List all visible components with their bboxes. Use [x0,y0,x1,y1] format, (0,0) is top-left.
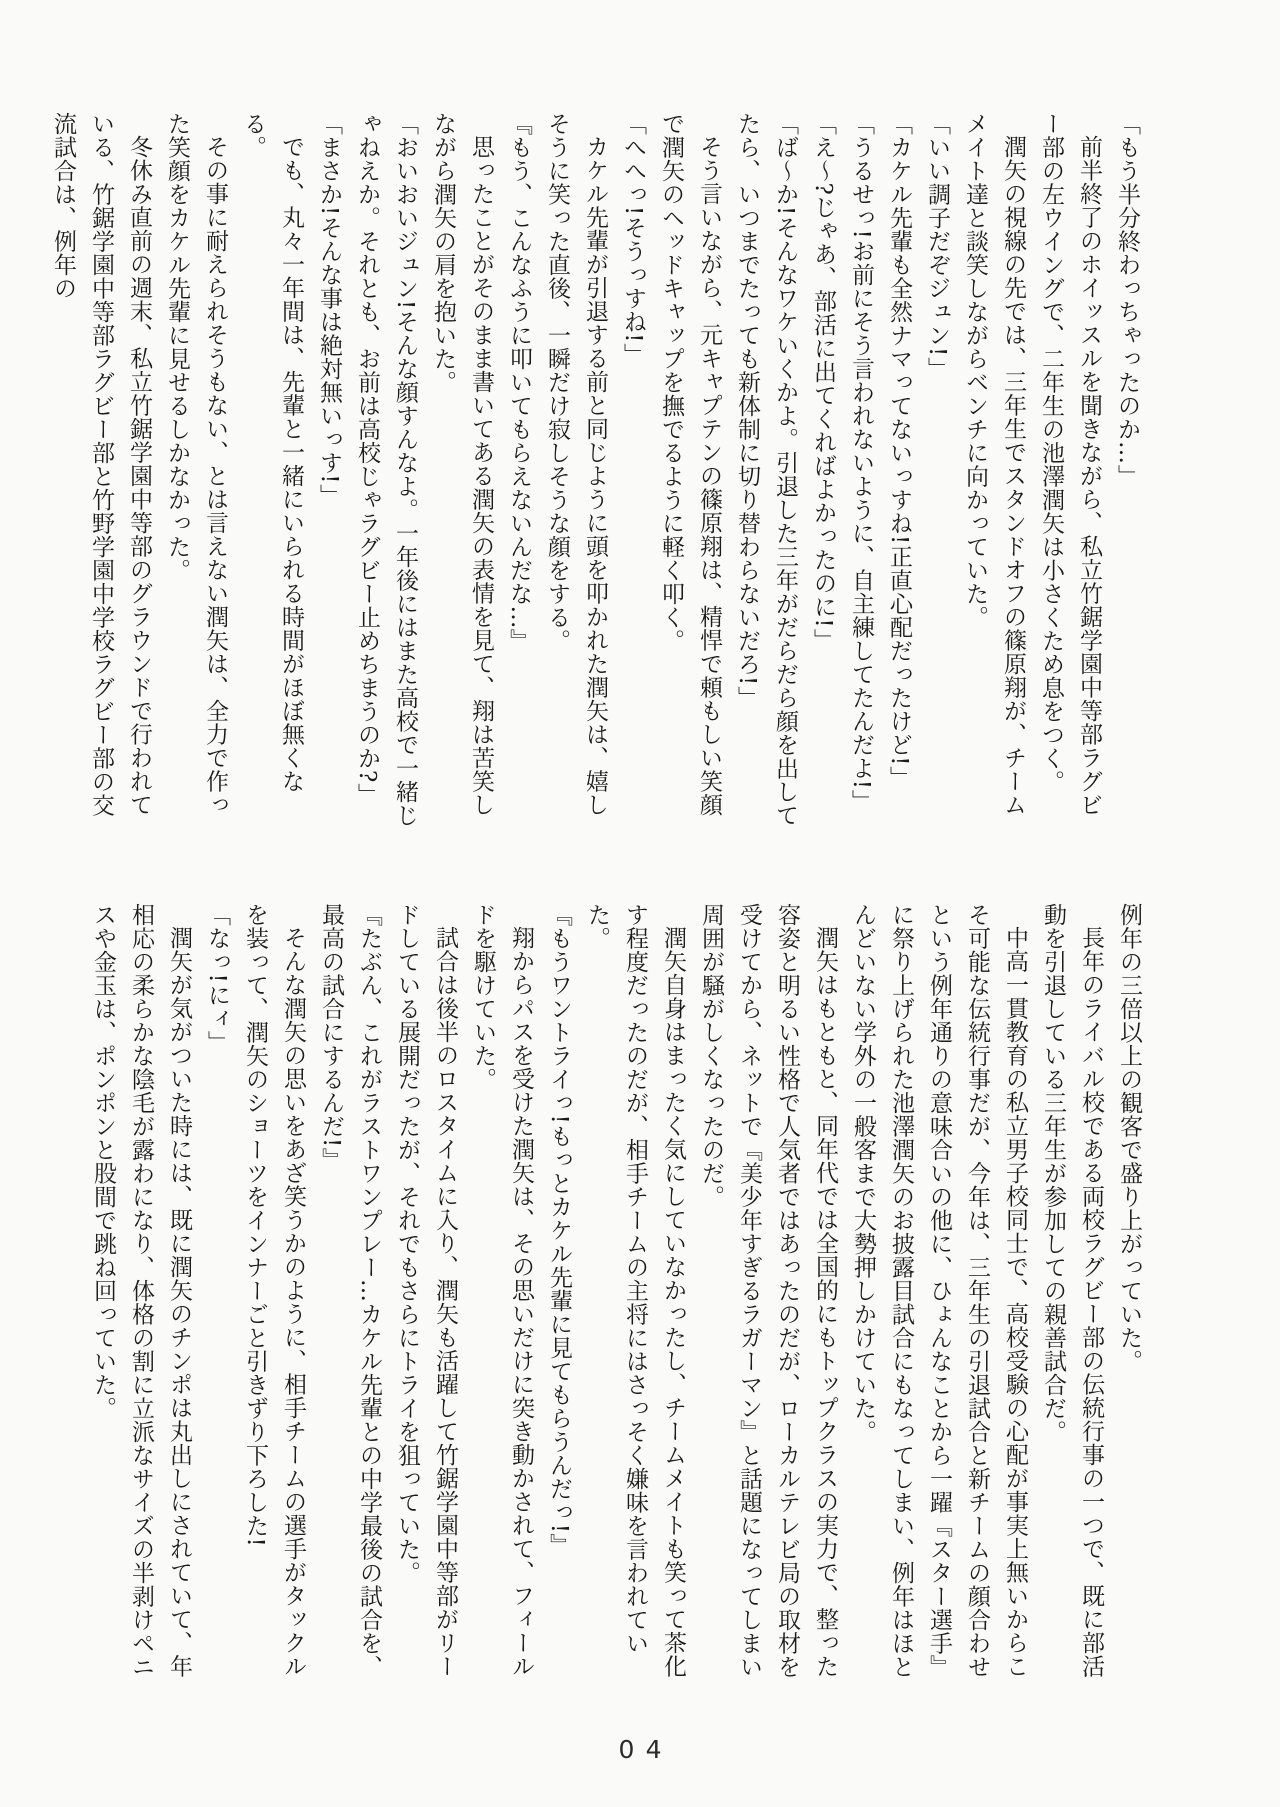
paragraph: 『もうワントライっ!もっとカケル先輩に見てもらうんだっ!』 [546,903,572,1557]
paragraph: 潤矢自身はまったく気にしていなかったし、チームメイトも笑って茶化す程度だったのだが、相手チームの主将にはさっそく嫌味を言われていた。 [584,903,686,1678]
paragraph: 「いい調子だぞジュン!」 [924,112,950,381]
paragraph: 試合は後半のロスタイムに入り、潤矢も活躍して竹鋸学園中等部がリードしている展開だったが、それでもさらにトライを狙っていた。 [394,903,458,1678]
paragraph: 『もう、こんなふうに叩いてもらえないんだな…』 [506,112,532,653]
story-text-block-top [50,112,1146,838]
paragraph: その事に耐えられそうもない、とは言えない潤矢は、全力で作った笑顔をカケル先輩に見せるしかなかった。 [164,112,228,817]
paragraph: 「へへっ!そうっすね!」 [620,112,646,367]
paragraph: カケル先輩が引退する前と同じように頭を叩かれた潤矢は、嬉しそうに笑った直後、一瞬だけ寂しそうな顔をする。 [544,112,608,817]
paragraph: 「なっ!にィ」 [204,903,230,1054]
paragraph: 冬休み直前の週末、私立竹鋸学園中等部のグラウンドで行われている、竹鋸学園中等部ラグビー部と竹野学園中学校ラグビー部の交流試合は、例年の [50,112,152,817]
paragraph: 前半終了のホイッスルを聞きながら、私立竹鋸学園中等部ラグビー部の左ウイングで、二年生の池澤潤矢は小さくため息をつく。 [1038,112,1102,817]
paragraph: 中高一貫教育の私立男子校同士で、高校受験の心配が事実上無いからこそ可能な伝統行事だが、今年は、三年生の引退試合と新チームの顔合わせという例年通りの意味合いの他に、ひょんなことから一躍『スター選手』に祭り上げられた池澤潤矢のお披露目試合にもなってしまい、例年はほとんどいない学外の一般客まで大勢押しかけていた。 [850,903,1028,1679]
paragraph: 「おいおいジュン!そんな顔すんなよ。一年後にはまた高校で一緒じゃねえか。それとも、お前は高校じゃラグビー止めちまうのか?」 [354,112,418,827]
paragraph: 例年の三倍以上の観客で盛り上がっていた。 [1116,903,1142,1373]
paragraph: 潤矢はもともと、同年代では全国的にもトップクラスの実力で、整った容姿と明るい性格で人気者ではあったのだが、ローカルテレビ局の取材を受けてから、ネットで『美少年すぎるラガーマン』と話題になってしまい周囲が騒がしくなったのだ。 [698,903,838,1679]
paragraph: 「ば〜か!そんなワケいくかよ。引退した三年がだらだら顔を出してたら、いつまでたっても新体制に切り替わらないだろ!」 [734,112,798,827]
paragraph: 「まさか!そんな事は絶対無いっす!」 [316,112,342,508]
page-number: 04 [618,1735,673,1764]
paragraph: 潤矢が気がついた時には、既に潤矢のチンポは丸出しにされていて、年相応の柔らかな陰毛が露わになり、体格の割に立派なサイズの半剥けペニスや金玉は、ポンポンと股間で跳ね回っていた。 [90,903,192,1679]
paragraph: 潤矢の視線の先では、三年生でスタンドオフの篠原翔が、チームメイト達と談笑しながらベンチに向かっていた。 [962,112,1026,817]
paragraph: そんな潤矢の思いをあざ笑うかのように、相手チームの選手がタックルを装って、潤矢のショーツをインナーごと引きずり下ろした! [242,903,306,1678]
paragraph: そう言いながら、元キャプテンの篠原翔は、精悍で頼もしい笑顔で潤矢のヘッドキャップを撫でるように軽く叩く。 [658,112,722,817]
paragraph: 「もう半分終わっちゃったのか…」 [1114,112,1140,488]
paragraph: でも、丸々一年間は、先輩と一緒にいられる時間がほぼ無くなる。 [240,112,304,793]
paragraph: 長年のライバル校である両校ラグビー部の伝統行事の一つで、既に部活動を引退している三年生が参加しての親善試合だ。 [1040,903,1104,1678]
paragraph: 「カケル先輩も全然ナマってないっすね!正直心配だったけど!」 [886,112,912,790]
paragraph: 『たぶん、これがラストワンプレー…カケル先輩との中学最後の試合を、最高の試合にするんだ!』 [318,903,382,1679]
paragraph: 「え〜?じゃあ、部活に出てくればよかったのに!」 [810,112,836,652]
paragraph: 「うるせっ!お前にそう言われないように、自主練してたんだよ!」 [848,112,874,813]
paragraph: 翔からパスを受けた潤矢は、その思いだけに突き動かされて、フィールドを駆けていた。 [470,903,534,1678]
story-text-block-bottom [90,903,1148,1693]
paragraph: 思ったことがそのまま書いてある潤矢の表情を見て、翔は苦笑しながら潤矢の肩を抱いた。 [430,112,494,817]
